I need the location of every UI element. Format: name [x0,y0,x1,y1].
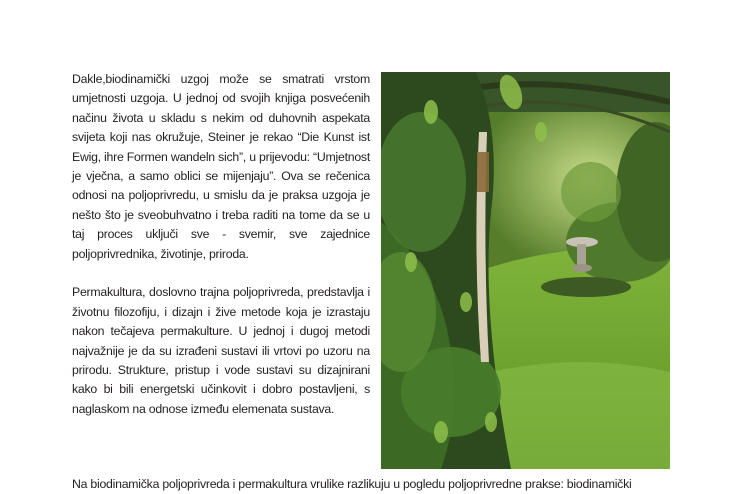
garden-photo [381,72,670,469]
paragraph-biodynamic: Dakle,biodinamički uzgoj može se smatrati vrstom umjetnosti uzgoja. U jednoj od svojih knjiga posvećenih načinu života u skladu s nekim od duhovnih aspekata svijeta koji nas okružuje, Steiner je rekao “Die Kunst ist Ewig, ihre Formen wandeln sich”, u prijevodu: “Umjetnost je vječna, a samo oblici se mijenjaju”. Ova se rečenica odnosi na poljoprivredu, u smislu da je praksa uzgoja je nešto što je sveobuhvatno i treba raditi na tome da se u taj proces uključi sve - svemir, sve zajednice poljoprivrednika, životinje, priroda. [72,72,370,261]
paragraph-permaculture: Permakultura, doslovno trajna poljoprivreda, predstavlja i životnu filozofiju, i dizajn i žive metode koja je izrastaju nakon tečajeva permakulture. U jednoj i dugoj metodi najvažnije je da su izrađeni sustavi ili vrtovi po uzoru na prirodu. Strukture, pristup i vode sustavi su dizajnirani kako bi bili energetski učinkovit i dobro postavljeni, s naglaskom na odnose između elemenata sustava. [72,285,370,416]
text-column [72,70,370,419]
continuation-line: Na biodinamička poljoprivreda i permakultura vrulike razlikuju u pogledu poljoprivredne prakse: biodinamički [72,477,632,491]
